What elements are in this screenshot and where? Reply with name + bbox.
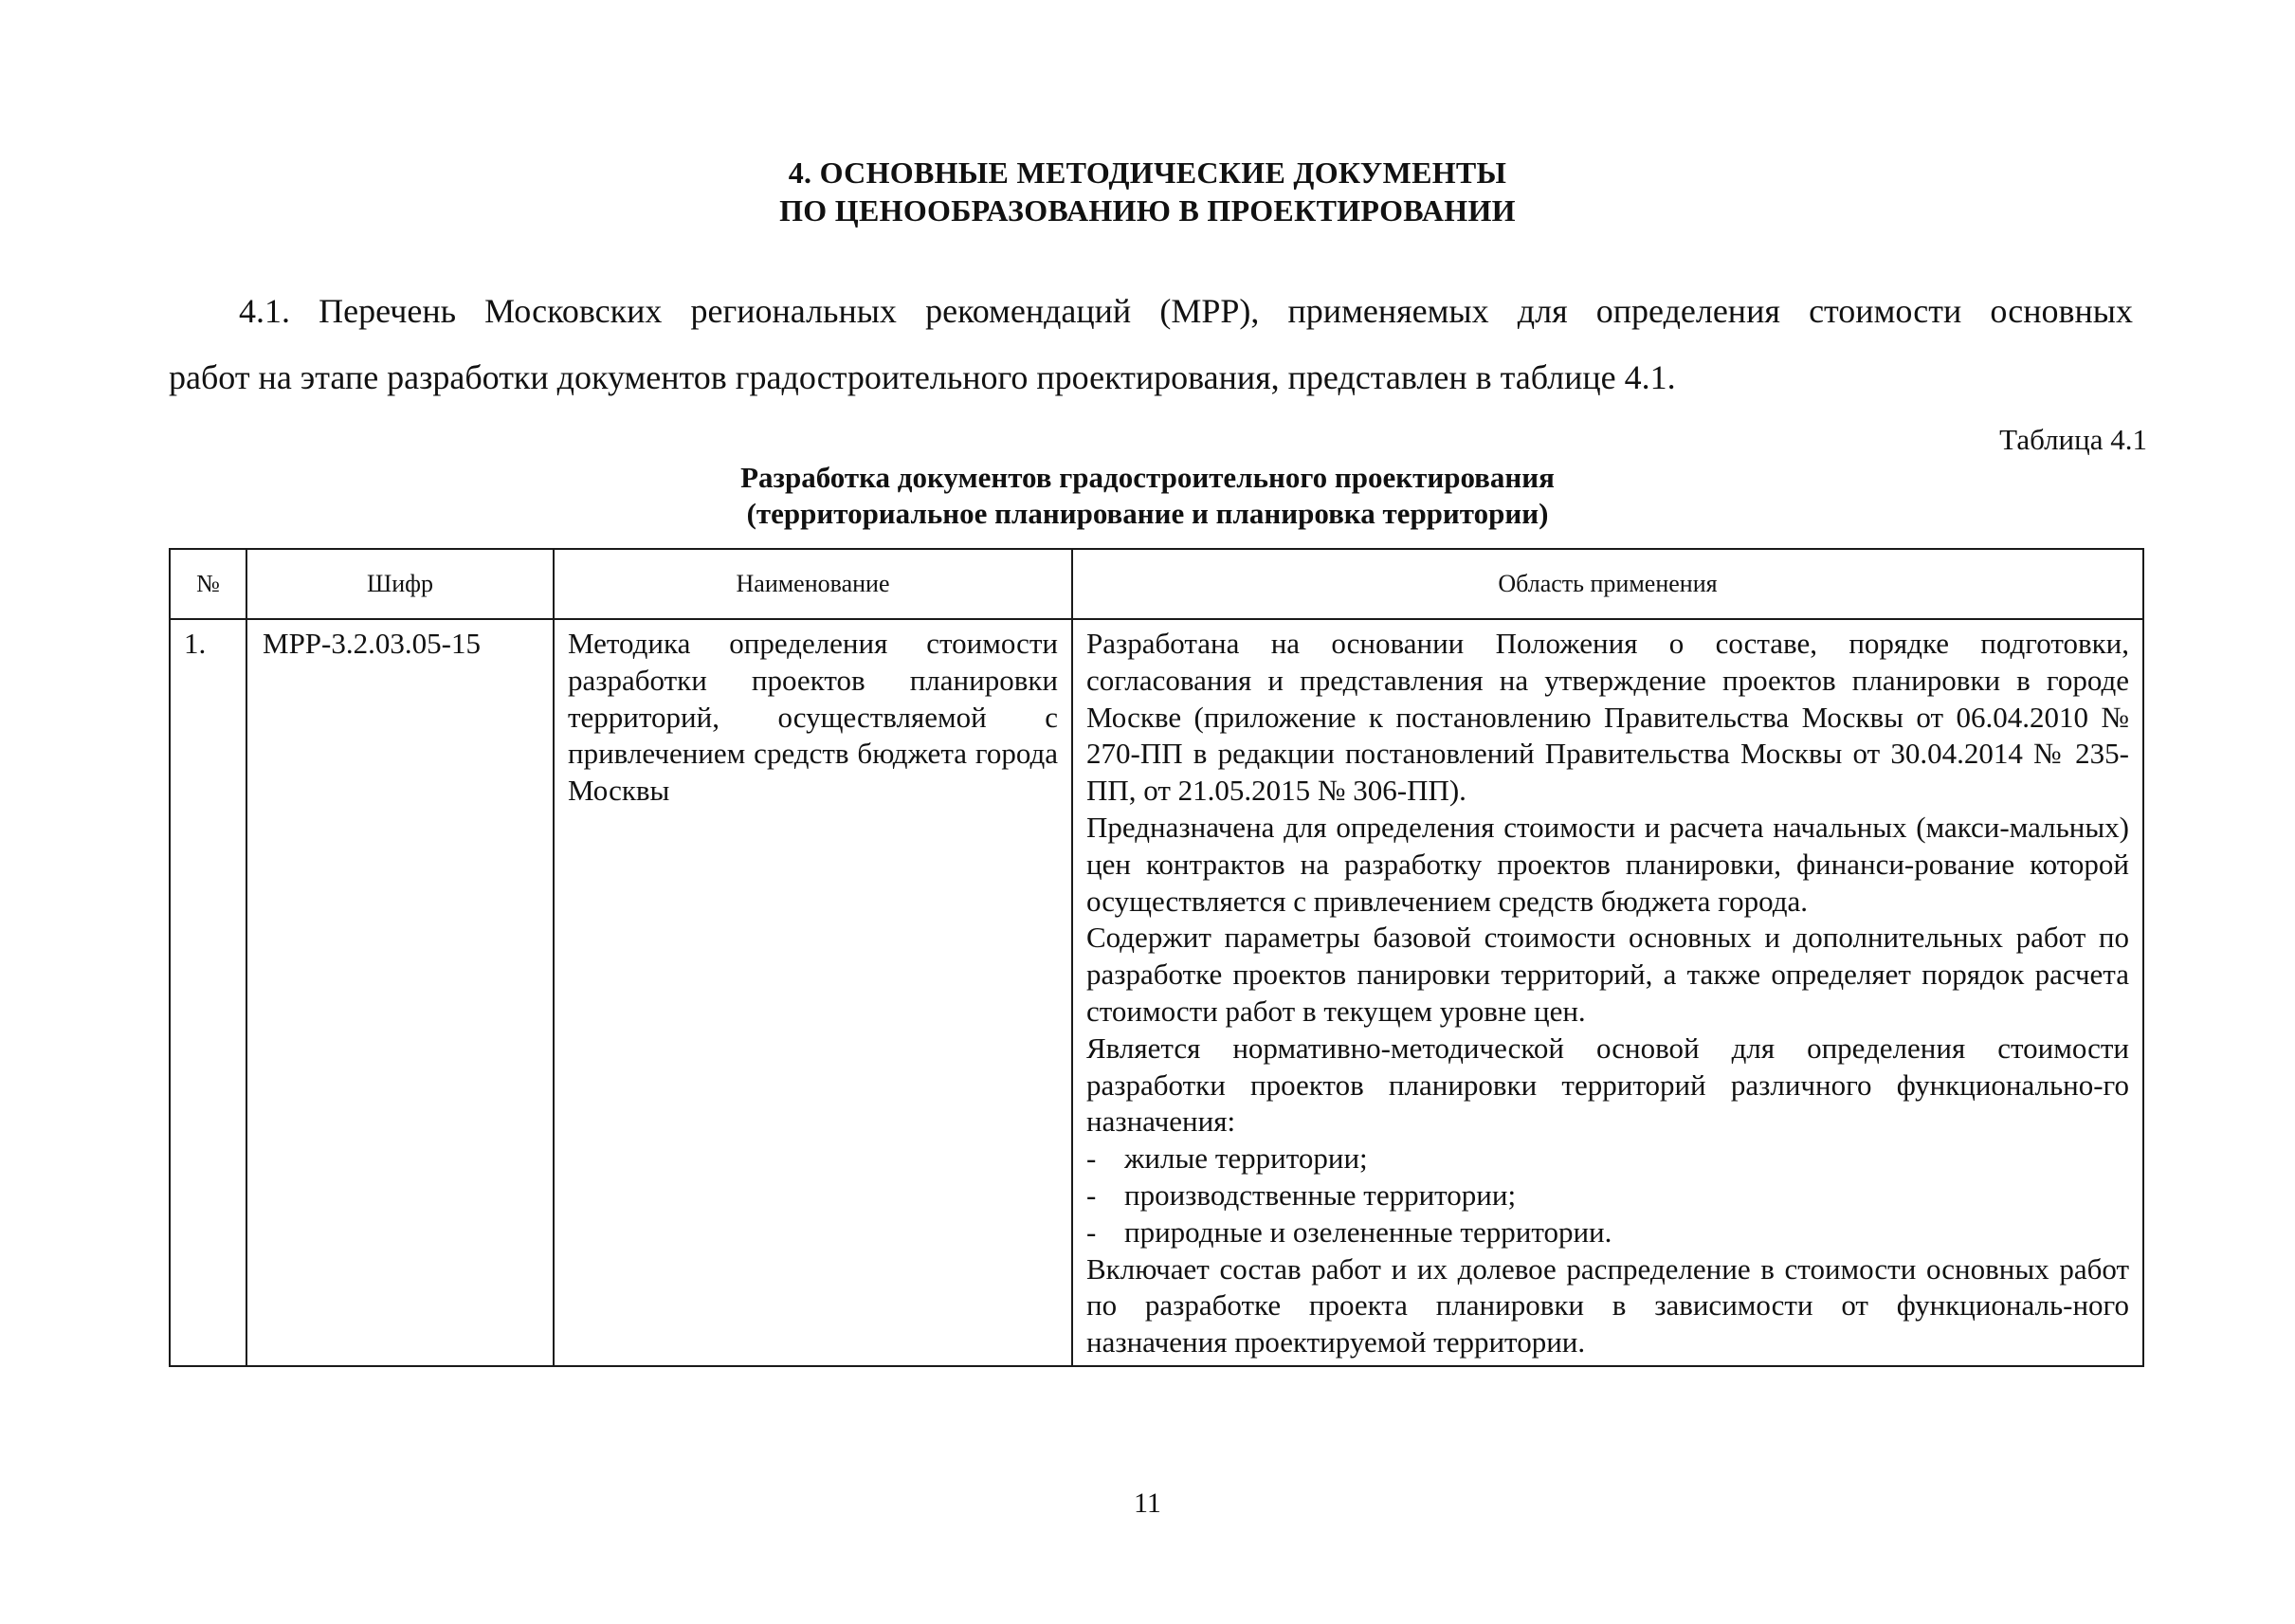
- table-row: [170, 619, 2143, 1366]
- page-number: 11: [1134, 1487, 1161, 1519]
- scope-paragraph-4: Является нормативно-методической основой для определения стоимости разработки проектов планировки территорий различного функционально-го назначения:: [1086, 1031, 2129, 1139]
- scope-bullet-item: [1086, 1177, 2129, 1214]
- header-name: Наименование: [554, 549, 1072, 619]
- intro-paragraph-line-1: 4.1. Перечень Московских региональных рекомендаций (МРР), применяемых для определения стоимости основных: [239, 292, 2133, 330]
- bullet-text: производственные территории;: [1124, 1177, 1517, 1212]
- table-label: Таблица 4.1: [1999, 423, 2147, 456]
- scope-bullet-item: [1086, 1140, 2129, 1177]
- dash-bullet-icon: -: [1086, 1177, 1097, 1212]
- intro-paragraph-line-2: работ на этапе разработки документов градостроительного проектирования, представлен в таблице 4.1.: [169, 358, 1676, 396]
- dash-bullet-icon: -: [1086, 1141, 1097, 1176]
- section-heading-line-1: 4. ОСНОВНЫЕ МЕТОДИЧЕСКИЕ ДОКУМЕНТЫ: [788, 155, 1507, 190]
- row-scope: [1072, 619, 2143, 1366]
- dash-bullet-icon: -: [1086, 1214, 1097, 1249]
- bullet-text: природные и озелененные территории.: [1124, 1214, 1612, 1249]
- scope-paragraph-3: Содержит параметры базовой стоимости основных и дополнительных работ по разработке проектов панировки территорий, а также определяет порядок расчета стоимости работ в текущем уровне цен.: [1086, 921, 2129, 1028]
- scope-bullet-item: [1086, 1214, 2129, 1251]
- row-code: МРР-3.2.03.05-15: [246, 619, 554, 1366]
- bullet-text: жилые территории;: [1124, 1141, 1368, 1176]
- table-caption-line-2: (территориальное планирование и планировка территории): [746, 497, 1549, 530]
- scope-paragraph-1: Разработана на основании Положения о составе, порядке подготовки, согласования и представления на утверждение проектов планировки в городе Москве (приложение к постановлению Правительства Москвы от 06.04.2010 № 270-ПП в редакции постановлений Правительства Москвы от 30.04.2014 № 235-ПП, от 21.05.2015 № 306-ПП).: [1086, 627, 2129, 808]
- methodology-table: [169, 548, 2144, 1367]
- header-code: Шифр: [246, 549, 554, 619]
- scope-paragraph-2: Предназначена для определения стоимости и расчета начальных (макси-мальных) цен контрактов на разработку проектов планировки, финанси-рование которой осуществляется с привлечением средств бюджета города.: [1086, 810, 2129, 918]
- table-header-row: [170, 549, 2143, 619]
- scope-paragraph-5: Включает состав работ и их долевое распределение в стоимости основных работ по разработке проекта планировки в зависимости от функциональ-ного назначения проектируемой территории.: [1086, 1251, 2129, 1359]
- row-num: 1.: [170, 619, 246, 1366]
- section-heading-line-2: ПО ЦЕНООБРАЗОВАНИЮ В ПРОЕКТИРОВАНИИ: [779, 193, 1516, 228]
- row-name: Методика определения стоимости разработки проектов планировки территорий, осуществляемой с привлечением средств бюджета города Москвы: [554, 619, 1072, 1366]
- table-caption-line-1: Разработка документов градостроительного проектирования: [740, 461, 1555, 494]
- header-num: №: [170, 549, 246, 619]
- header-scope: Область применения: [1072, 549, 2143, 619]
